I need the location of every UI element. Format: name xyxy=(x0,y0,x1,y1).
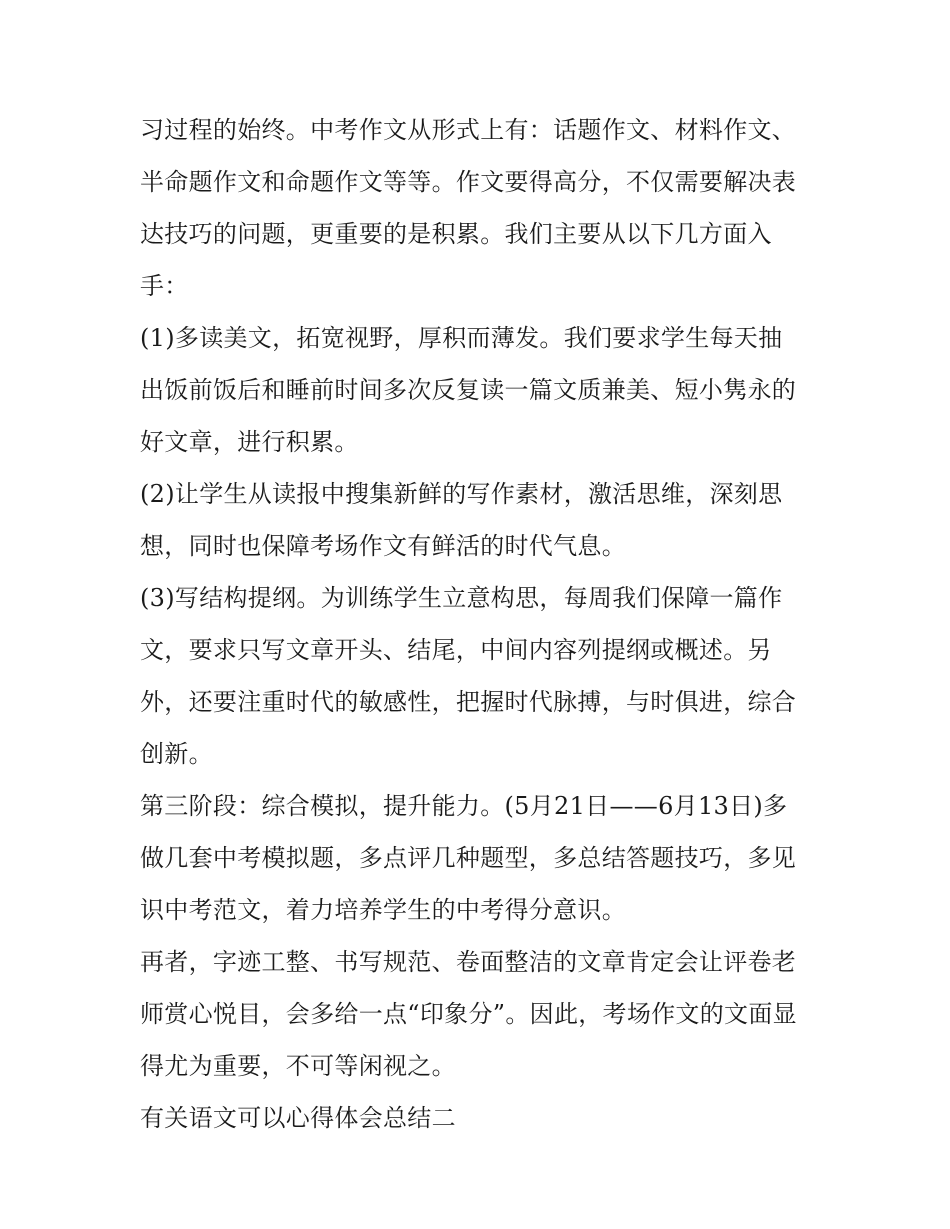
text-line: 达技巧的问题，更重要的是积累。我们主要从以下几方面入 xyxy=(140,220,772,248)
text-line: 外，还要注重时代的敏感性，把握时代脉搏，与时俱进，综合 xyxy=(140,688,797,716)
text-line: 创新。 xyxy=(140,740,213,768)
text-line: 好文章，进行积累。 xyxy=(140,428,359,456)
text-line: 师赏心悦目，会多给一点“印象分”。因此，考场作文的文面显 xyxy=(140,1000,797,1028)
text-line: 第三阶段：综合模拟，提升能力。(5月21日——6月13日)多 xyxy=(140,792,788,820)
text-line: 做几套中考模拟题，多点评几种题型，多总结答题技巧，多见 xyxy=(140,844,797,872)
text-line: (3)写结构提纲。为训练学生立意构思，每周我们保障一篇作 xyxy=(140,584,783,612)
text-line: (2)让学生从读报中搜集新鲜的写作素材，激活思维，深刻思 xyxy=(140,480,783,508)
text-line: 想，同时也保障考场作文有鲜活的时代气息。 xyxy=(140,532,626,560)
text-line: 识中考范文，着力培养学生的中考得分意识。 xyxy=(140,896,626,924)
text-line: 手： xyxy=(140,272,189,300)
text-line: 半命题作文和命题作文等等。作文要得高分，不仅需要解决表 xyxy=(140,168,797,196)
document-body xyxy=(140,104,812,1144)
text-line: 得尤为重要，不可等闲视之。 xyxy=(140,1052,456,1080)
text-line: (1)多读美文，拓宽视野，厚积而薄发。我们要求学生每天抽 xyxy=(140,324,783,352)
section-heading: 有关语文可以心得体会总结二 xyxy=(140,1104,456,1132)
text-line: 文，要求只写文章开头、结尾，中间内容列提纲或概述。另 xyxy=(140,636,772,664)
text-line: 再者，字迹工整、书写规范、卷面整洁的文章肯定会让评卷老 xyxy=(140,948,797,976)
text-line: 习过程的始终。中考作文从形式上有：话题作文、材料作文、 xyxy=(140,116,797,144)
text-line: 出饭前饭后和睡前时间多次反复读一篇文质兼美、短小隽永的 xyxy=(140,376,797,404)
